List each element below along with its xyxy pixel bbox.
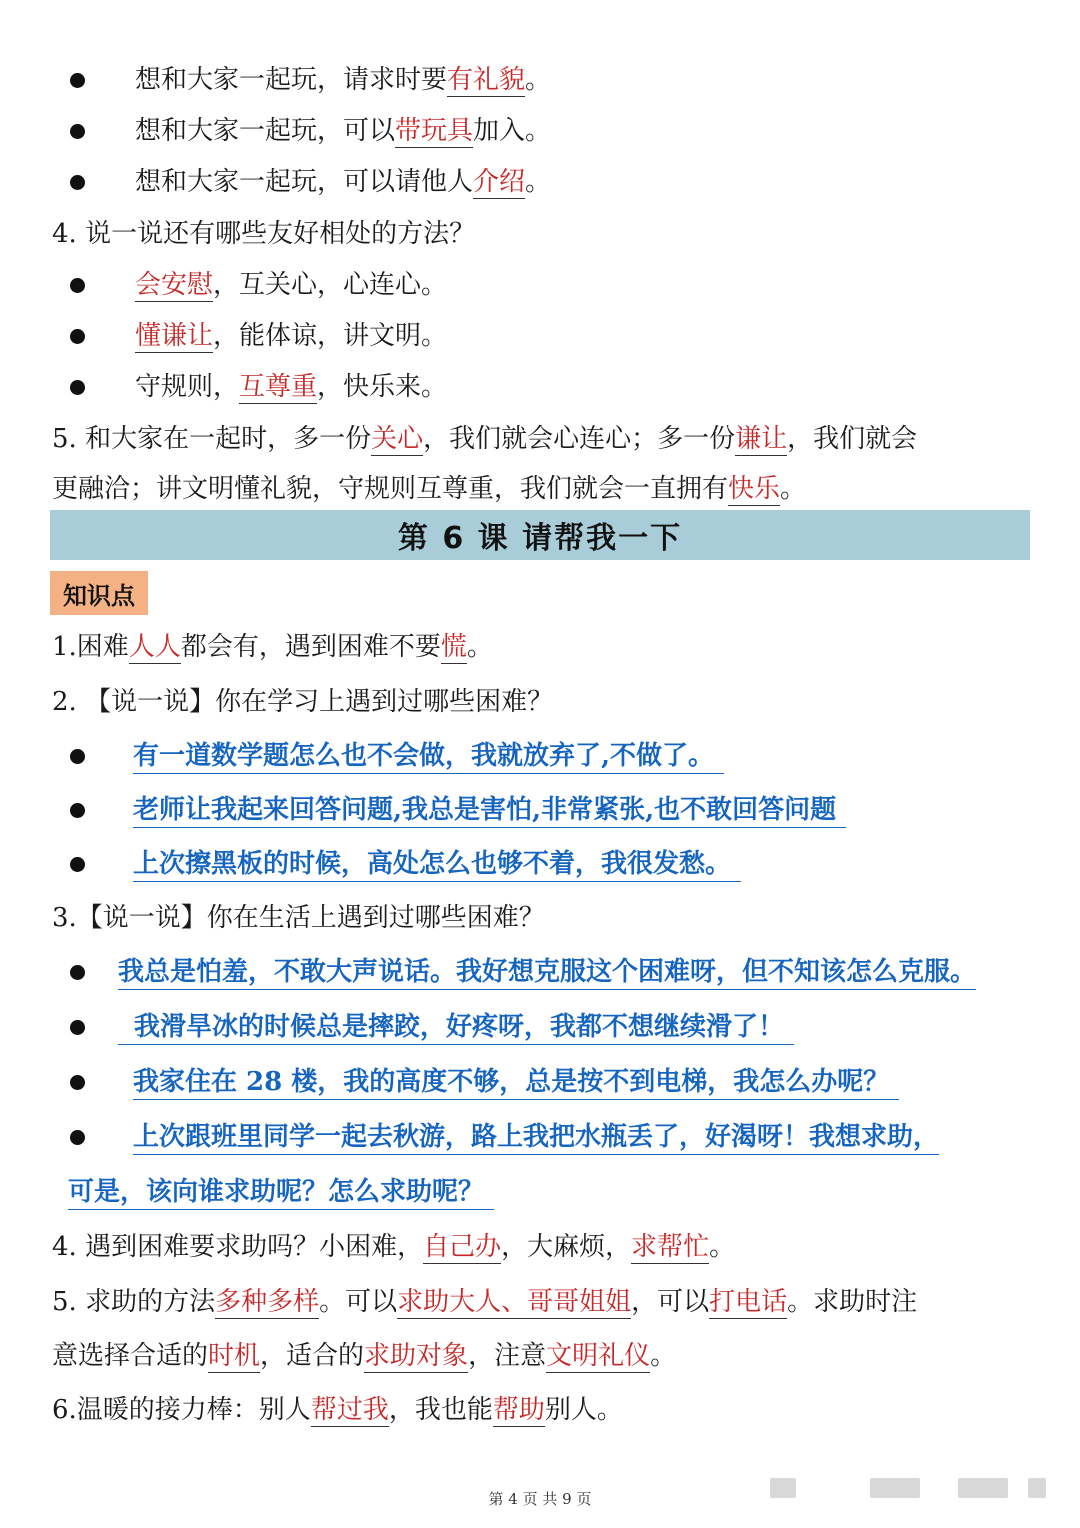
answer-item: 我家住在 28 楼，我的高度不够，总是按不到电梯，我怎么办呢？ [133,1065,899,1099]
question-3: 3.【说一说】你在生活上遇到过哪些困难？ [52,903,545,933]
fill-answer: 多种多样 [215,1287,320,1317]
fill-answer: 介绍 [473,167,526,197]
bullet-dot [70,749,85,764]
fill-answer: 时机 [208,1341,261,1371]
question-4: 4. 说一说还有哪些友好相处的方法？ [52,219,476,249]
section-tag: 知识点 [50,571,148,615]
bullet-dot [70,1130,85,1145]
knowledge-6: 6.温暖的接力棒：别人帮过我，我也能帮助别人。 [52,1395,623,1425]
fill-answer: 带玩具 [395,116,474,146]
question-2: 2. 【说一说】你在学习上遇到过哪些困难？ [52,687,554,717]
fill-answer: 有礼貌 [447,65,526,95]
bullet-dot [70,278,85,293]
bullet-dot [70,73,85,88]
bullet-dot [70,1075,85,1090]
watermark-block [770,1478,796,1498]
answer-item: 上次擦黑板的时候，高处怎么也够不着，我很发愁。 [133,847,741,881]
knowledge-5-line-2: 意选择合适的时机，适合的求助对象，注意文明礼仪。 [52,1341,677,1371]
fill-answer: 打电话 [709,1287,788,1317]
bullet-dot [70,965,85,980]
bullet-item: 想和大家一起玩，可以带玩具加入。 [135,116,552,146]
bullet-item: 守规则，互尊重，快乐来。 [135,372,448,402]
bullet-item: 想和大家一起玩，请求时要有礼貌。 [135,65,552,95]
fill-answer: 求助大人、哥哥姐姐 [397,1287,632,1317]
bullet-dot [70,1020,85,1035]
fill-answer: 谦让 [735,424,788,454]
fill-answer: 关心 [371,424,424,454]
watermark-block [958,1478,1008,1498]
fill-answer: 互尊重 [239,372,318,402]
bullet-dot [70,857,85,872]
knowledge-1: 1.困难人人都会有，遇到困难不要慌。 [52,632,493,662]
answer-item: 老师让我起来回答问题,我总是害怕,非常紧张,也不敢回答问题 [133,793,846,827]
bullet-dot [70,124,85,139]
knowledge-5-line-1: 5. 求助的方法多种多样。可以求助大人、哥哥姐姐，可以打电话。求助时注 [52,1287,918,1317]
bullet-dot [70,380,85,395]
bullet-dot [70,329,85,344]
paragraph-5-line-2: 更融洽；讲文明懂礼貌，守规则互尊重，我们就会一直拥有快乐。 [52,474,807,504]
fill-answer: 自己办 [423,1232,502,1262]
answer-item: 上次跟班里同学一起去秋游，路上我把水瓶丢了，好渴呀！我想求助， [133,1120,939,1154]
fill-answer: 会安慰 [135,270,214,300]
fill-answer: 快乐 [728,474,781,504]
answer-item: 有一道数学题怎么也不会做，我就放弃了,不做了。 [133,739,724,773]
lesson-title-banner [50,510,1030,560]
bullet-dot [70,175,85,190]
fill-answer: 求助对象 [364,1341,469,1371]
fill-answer: 文明礼仪 [546,1341,651,1371]
watermark-block [1028,1478,1046,1498]
answer-item-continued: 可是，该向谁求助呢？怎么求助呢？ [68,1175,494,1209]
bullet-item: 会安慰，互关心，心连心。 [135,270,448,300]
lesson-title: 第 6 课 请帮我一下 [397,521,683,556]
knowledge-4: 4. 遇到困难要求助吗？小困难，自己办，大麻烦，求帮忙。 [52,1232,736,1262]
fill-answer: 求帮忙 [631,1232,710,1262]
fill-answer: 懂谦让 [135,321,214,351]
fill-answer: 人人 [128,632,181,662]
page-footer: 第 4 页 共 9 页 [488,1490,592,1508]
paragraph-5-line-1: 5. 和大家在一起时，多一份关心，我们就会心连心；多一份谦让，我们就会 [52,424,918,454]
bullet-item: 懂谦让，能体谅，讲文明。 [135,321,448,351]
fill-answer: 帮过我 [310,1395,389,1425]
watermark-block [870,1478,920,1498]
bullet-item: 想和大家一起玩，可以请他人介绍。 [135,167,552,197]
answer-item: 我滑旱冰的时候总是摔跤，好疼呀，我都不想继续滑了！ [118,1010,794,1044]
bullet-dot [70,803,85,818]
fill-answer: 帮助 [492,1395,545,1425]
fill-answer: 慌 [440,632,467,662]
answer-item: 我总是怕羞，不敢大声说话。我好想克服这个困难呀，但不知该怎么克服。 [118,955,976,989]
